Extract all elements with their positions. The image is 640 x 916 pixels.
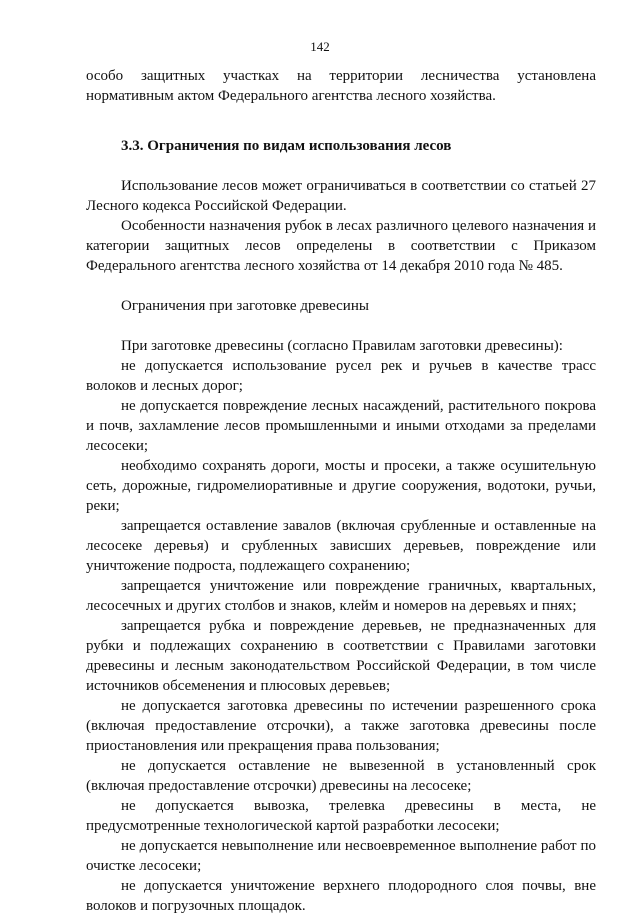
restriction-item: не допускается оставление не вывезенной в установленный срок (включая предоставление отсрочки) древесины на лесосеке; [86,758,596,794]
restriction-item: запрещается уничтожение или повреждение граничных, квартальных, лесосечных и других столбов и знаков, клейм и номеров на деревьях и пнях; [86,578,596,614]
section-heading: 3.3. Ограничения по видам использования лесов [121,138,452,154]
restriction-item: не допускается невыполнение или несвоевременное выполнение работ по очистке лесосеки; [86,838,596,874]
intro-paragraph: Использование лесов может ограничиваться в соответствии со статьей 27 Лесного кодекса Российской Федерации. [86,178,596,214]
restriction-item: запрещается рубка и повреждение деревьев, не предназначенных для рубки и подлежащих сохранению в соответствии с Правилами заготовки древесины и лесным законодательством Российской Федерации, в том числе источников обсеменения и плюсовых деревьев; [86,618,596,694]
restriction-item: запрещается оставление завалов (включая срубленные и оставленные на лесосеке деревья) и срубленных зависших деревьев, повреждение или уничтожение подроста, подлежащего сохранению; [86,518,596,574]
restriction-item: необходимо сохранять дороги, мосты и просеки, а также осушительную сеть, дорожные, гидромелиоративные и другие сооружения, водотоки, ручьи, реки; [86,458,596,514]
page-content [86,66,596,916]
continuation-paragraph: особо защитных участках на территории лесничества установлена нормативным актом Федерального агентства лесного хозяйства. [86,68,596,104]
restrictions-list [86,336,596,916]
restriction-item: не допускается повреждение лесных насаждений, растительного покрова и почв, захламление лесов промышленными и иными отходами за пределами лесосеки; [86,398,596,454]
restriction-item: не допускается уничтожение верхнего плодородного слоя почвы, вне волоков и погрузочных площадок. [86,878,596,914]
restriction-item: не допускается заготовка древесины по истечении разрешенного срока (включая предоставление отсрочки), а также заготовка древесины после приостановления или прекращения права пользования; [86,698,596,754]
intro-paragraph: Особенности назначения рубок в лесах различного целевого назначения и категории защитных лесов определены в соответствии с Приказом Федерального агентства лесного хозяйства от 14 декабря 2010 года № 485. [86,218,596,274]
restriction-item: не допускается вывозка, трелевка древесины в места, не предусмотренные технологической картой разработки лесосеки; [86,798,596,834]
restrictions-lead: При заготовке древесины (согласно Правилам заготовки древесины): [121,338,563,354]
subheading: Ограничения при заготовке древесины [121,298,369,314]
restriction-item: не допускается использование русел рек и ручьев в качестве трасс волоков и лесных дорог; [86,358,596,394]
intro-block [86,176,596,276]
page-number: 142 [310,39,330,54]
